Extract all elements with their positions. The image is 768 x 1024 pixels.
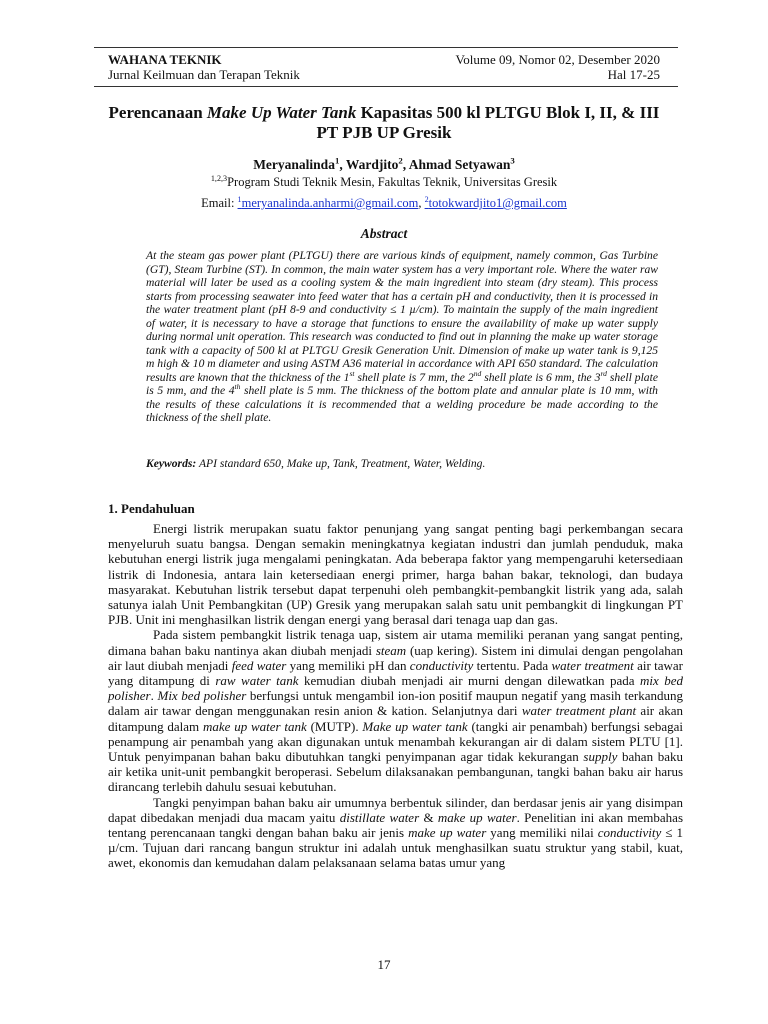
text-run: kemudian diubah menjadi air murni dengan dilewatkan pada — [298, 673, 640, 689]
keywords-text: API standard 650, Make up, Tank, Treatment, Water, Welding. — [196, 457, 486, 470]
abstract-sup-1: st — [349, 368, 355, 378]
text-run: Pada sistem pembangkit listrik tenaga uap, sistem air utama memiliki peranan yang sangat penting, dimana bahan baku nantinya akan diubah menjadi — [108, 627, 683, 658]
email-2-text: totokwardjito1@gmail.com — [428, 196, 567, 210]
text-run: yang memiliki pH dan — [286, 657, 410, 673]
author-1-sup: 1 — [334, 155, 340, 166]
affiliation — [100, 175, 668, 190]
italic-term: Make up water tank — [362, 718, 468, 734]
abstract-text-c: shell plate is 6 mm, the 3 — [481, 370, 601, 384]
abstract-sup-4: th — [234, 382, 241, 392]
text-run: ≤ 1 µ/cm. Tujuan dari rancang bangun struktur ini adalah untuk menghasilkan suatu struktur yang stabil, kuat, awet, ekonomis dan kemudahan dalam pelaksanaan selama batas umur yang — [108, 825, 683, 871]
text-run: (uap kering). Sistem ini dimulai dengan pengolahan air laut diubah menjadi — [108, 642, 684, 673]
paragraph-2 — [108, 627, 683, 794]
affiliation-text: Program Studi Teknik Mesin, Fakultas Teknik, Universitas Gresik — [227, 175, 558, 189]
email-2-sup: 2 — [424, 194, 429, 204]
page-number: 17 — [377, 957, 391, 972]
text-run: . Penelitian ini akan membahas tentang perencanaan tangki dengan bahan baku air jenis — [108, 809, 683, 841]
abstract-text-d: shell plate is 5 mm, and the 4 — [146, 370, 658, 397]
italic-term: conductivity — [597, 825, 662, 841]
italic-term: make up water tank — [202, 718, 307, 734]
keywords-label: Keywords: — [146, 457, 197, 470]
italic-term: feed water — [231, 657, 287, 673]
title-part-1: Perencanaan — [108, 103, 207, 122]
abstract-text-b: shell plate is 7 mm, the 2 — [354, 370, 474, 384]
paper-title — [100, 103, 668, 143]
header-bottom-rule — [94, 86, 678, 87]
text-run: & — [419, 809, 438, 825]
italic-term: make up water — [437, 809, 517, 825]
text-run: (tangki air penambah) berfungsi sebagai penampung air penambah yang akan digunakan untuk menambah kekurangan air di dalam sistem PLTU [1]. Untuk penyimpanan bahan baku dibutuhkan tangki penyimpanan agar tidak kekurangan — [108, 718, 683, 765]
italic-term: raw water tank — [215, 673, 299, 689]
text-run: air tawar yang ditampung di — [108, 657, 684, 689]
author-sep-2: , — [402, 157, 409, 172]
author-1: Meryanalinda — [253, 157, 335, 172]
keywords — [146, 457, 658, 471]
header-top-rule — [94, 47, 678, 48]
title-part-2: Make Up Water Tank — [206, 103, 357, 122]
section-body — [108, 521, 683, 871]
journal-pages: Hal 17-25 — [607, 67, 660, 82]
italic-term: water treatment plant — [521, 703, 637, 719]
abstract-text-a: At the steam gas power plant (PLTGU) there are various kinds of equipment, namely common, Gas Turbine (GT), Steam Turbine (ST). In common, the main water system has a very important role. Where the water raw material will later be used as a cooling system & the main ingredient into steam (dry steam). This process starts from processing seawater into feed water that has a certain pH and conductivity, then it is processed in the water treatment plant (pH 8-9 and conductivity ≤ 1 µ/cm). To maintain the supply of the main ingredient of water, it is necessary to have a storage that functions to ensure the availability of make up water supply during normal unit operation. This research was conducted to find out in planning the make up water storage tank with a capacity of 500 kl at PLTGU Gresik Generation Unit. Dimension of make up water tank is 9,125 m high & 10 m diameter and using ASTM A36 material in accordance with API 650 standard. The calculation results are known that the thickness of the 1 — [146, 249, 658, 384]
affiliation-sup: 1,2,3 — [210, 173, 228, 183]
abstract-body — [146, 249, 658, 425]
italic-term: make up water — [408, 825, 487, 841]
abstract-sup-2: nd — [473, 368, 482, 378]
author-3: Ahmad Setyawan — [408, 157, 511, 172]
text-run: yang memiliki nilai — [486, 825, 598, 841]
italic-term: distillate water — [339, 809, 420, 825]
abstract-text-e: shell plate is 5 mm. The thickness of the bottom plate and annular plate is 10 mm, with the results of these calculations it is recommended that a welding procedure be made according to the thickness of the shell plate. — [146, 384, 658, 424]
italic-term: conductivity — [409, 657, 474, 673]
section-heading: 1. Pendahuluan — [108, 501, 195, 516]
author-2-sup: 2 — [398, 155, 403, 166]
text-run: Tangki penyimpan bahan baku air umumnya berbentuk silinder, dan berdasar jenis air yang disimpan dapat dibedakan menjadi dua macam yaitu — [108, 794, 683, 825]
author-3-sup: 3 — [510, 155, 515, 166]
italic-term: steam — [375, 642, 407, 658]
text-run: . — [150, 688, 158, 704]
italic-term: water treatment — [551, 657, 634, 673]
italic-term: mix bed polisher — [108, 673, 683, 704]
paragraph-3 — [108, 795, 683, 871]
abstract-heading: Abstract — [360, 226, 408, 241]
email-sep: , — [418, 196, 425, 210]
email-line — [100, 196, 668, 211]
email-label: Email: — [201, 196, 238, 210]
abstract-sup-3: rd — [600, 368, 607, 378]
paragraph-1: Energi listrik merupakan suatu faktor penunjang yang sangat penting bagi perkembangan secara menyeluruh suatu bangsa. Dengan semakin meningkatnya kegiatan industri dan jumlah penduduk, maka kebutuhan energi listrik juga mengalami peningkatan. Ada beberapa faktor yang mempengaruhi ketersediaan listrik di Indonesia, antara lain ketersediaan energi primer, harga bahan bakar, teknologi, dan budaya masyarakat. Kebutuhan listrik tersebut dapat terpenuhi oleh pembangkit-pembangkit listrik yang ada, salah satunya ialah Unit Pembangkitan (UP) Gresik yang merupakan salah satu unit pembangkit di lingkungan PT PJB. Unit ini menghasilkan listrik dengan energi yang berasal dari tenaga uap dan gas. — [108, 521, 683, 628]
author-list — [100, 157, 668, 173]
journal-volume: Volume 09, Nomor 02, Desember 2020 — [455, 52, 660, 67]
email-link-2[interactable] — [425, 196, 567, 210]
italic-term: supply — [583, 749, 618, 765]
title-part-3: Kapasitas 500 kl PLTGU Blok I, II, & III PT PJB UP Gresik — [316, 103, 660, 142]
email-link-1[interactable] — [238, 196, 419, 210]
email-1-sup: 1 — [237, 194, 242, 204]
email-1-text: meryanalinda.anharmi@gmail.com — [241, 196, 419, 210]
journal-name: WAHANA TEKNIK — [108, 52, 222, 67]
italic-term: Mix bed polisher — [157, 688, 247, 704]
text-run: bahan baku air ketika unit-unit pembangkit beroperasi. Sebelum dilaksanakan pembangunan, tangki bahan baku air harus dirancang terlebih dahulu sesuai kebutuhan. — [108, 749, 683, 795]
text-run: berfungsi untuk mengambil ion-ion positif maupun negatif yang masih terkandung dalam air tawar dengan menggunakan resin anion & kation. Selanjutnya dari — [108, 688, 684, 719]
text-run: tertentu. Pada — [473, 657, 552, 673]
text-run: (MUTP). — [306, 718, 363, 734]
text-run: air akan ditampung dalam — [108, 703, 683, 734]
author-sep-1: , — [339, 157, 346, 172]
journal-subtitle: Jurnal Keilmuan dan Terapan Teknik — [108, 67, 300, 82]
author-2: Wardjito — [345, 157, 399, 172]
